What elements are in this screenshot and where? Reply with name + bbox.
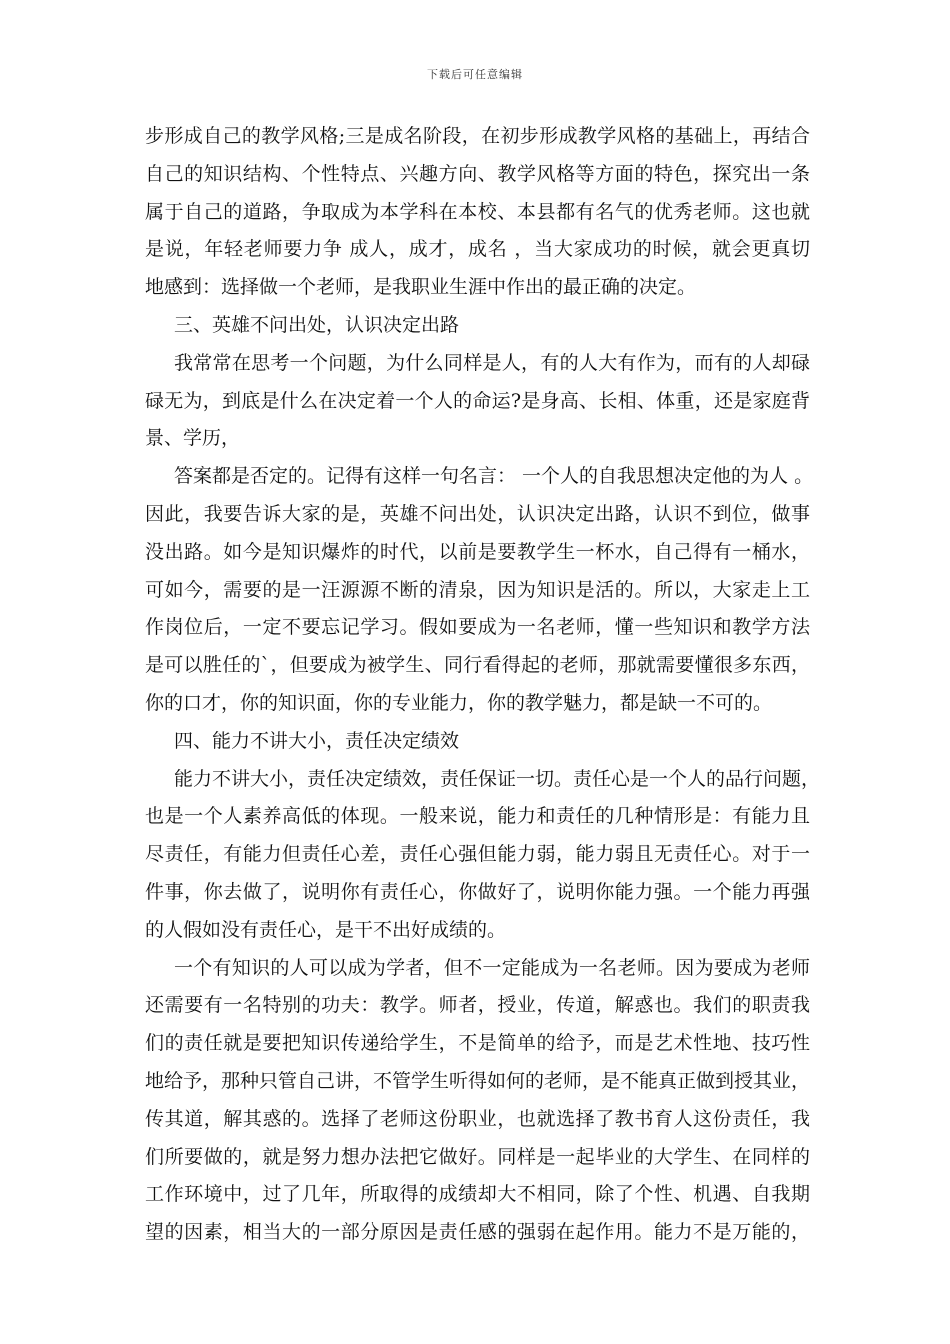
text-line: 是可以胜任的`，但要成为被学生、同行看得起的老师，那就需要懂很多东西， xyxy=(145,654,810,677)
text-line: 工作环境中，过了几年，所取得的成绩却大不相同，除了个性、机遇、自我期 xyxy=(145,1183,810,1206)
text-line: 作岗位后，一定不要忘记学习。假如要成为一名老师，懂一些知识和教学方法 xyxy=(145,616,810,639)
text-line: 景、学历， xyxy=(145,427,241,450)
text-line: 地给予，那种只管自己讲，不管学生听得如何的老师，是不能真正做到授其业， xyxy=(145,1069,811,1092)
text-line: 属于自己的道路，争取成为本学科在本校、本县都有名气的优秀老师。这也就 xyxy=(145,200,810,223)
text-line: 答案都是否定的。记得有这样一句名言： 一个人的自我思想决定他的为人 。 xyxy=(174,465,814,488)
text-line: 能力不讲大小，责任决定绩效，责任保证一切。责任心是一个人的品行问题， xyxy=(174,767,821,790)
text-line: 步形成自己的教学风格;三是成名阶段，在初步形成教学风格的基础上，再结合 xyxy=(145,125,810,147)
text-line: 可如今，需要的是一汪源源不断的清泉，因为知识是活的。所以，大家走上工 xyxy=(145,578,810,601)
text-line: 你的口才，你的知识面，你的专业能力，你的教学魅力，都是缺一不可的。 xyxy=(145,691,773,714)
text-line: 自己的知识结构、个性特点、兴趣方向、教学风格等方面的特色，探究出一条 xyxy=(145,162,810,185)
text-line: 也是一个人素养高低的体现。一般来说，能力和责任的几种情形是：有能力且 xyxy=(145,805,810,828)
document-body xyxy=(145,118,821,1252)
text-line: 尽责任，有能力但责任心差，责任心强但能力弱，能力弱且无责任心。对于一 xyxy=(145,843,810,866)
text-line: 没出路。如今是知识爆炸的时代，以前是要教学生一杯水，自己得有一桶水， xyxy=(145,540,810,563)
text-line: 传其道，解其惑的。选择了老师这份职业，也就选择了教书育人这份责任，我 xyxy=(145,1107,810,1130)
text-line: 我常常在思考一个问题，为什么同样是人，有的人大有作为，而有的人却碌 xyxy=(174,351,810,374)
text-line: 一个有知识的人可以成为学者，但不一定能成为一名老师。因为要成为老师 xyxy=(174,956,810,979)
text-line: 地感到：选择做一个老师，是我职业生涯中作出的最正确的决定。 xyxy=(145,276,697,299)
text-line: 三、英雄不问出处，认识决定出路 xyxy=(174,313,460,336)
page-header: 下载后可任意编辑 xyxy=(427,68,523,81)
text-line: 们所要做的，就是努力想办法把它做好。同样是一起毕业的大学生、在同样的 xyxy=(145,1145,810,1168)
text-line: 的人假如没有责任心，是干不出好成绩的。 xyxy=(145,918,507,941)
text-line: 们的责任就是要把知识传递给学生，不是简单的给予，而是艺术性地、技巧性 xyxy=(145,1032,810,1055)
text-line: 因此，我要告诉大家的是，英雄不问出处，认识决定出路，认识不到位，做事 xyxy=(145,502,810,525)
text-line: 是说，年轻老师要力争 成人，成才，成名 ，当大家成功的时候，就会更真切 xyxy=(145,238,810,261)
text-line: 件事，你去做了，说明你有责任心，你做好了，说明你能力强。一个能力再强 xyxy=(145,880,810,903)
text-line: 四、能力不讲大小，责任决定绩效 xyxy=(174,729,460,752)
text-line: 碌无为，到底是什么在决定着一个人的命运?是身高、长相、体重，还是家庭背 xyxy=(145,389,810,412)
text-line: 还需要有一名特别的功夫：教学。师者，授业，传道，解惑也。我们的职责我 xyxy=(145,994,810,1017)
text-line: 望的因素，相当大的一部分原因是责任感的强弱在起作用。能力不是万能的， xyxy=(145,1221,810,1244)
